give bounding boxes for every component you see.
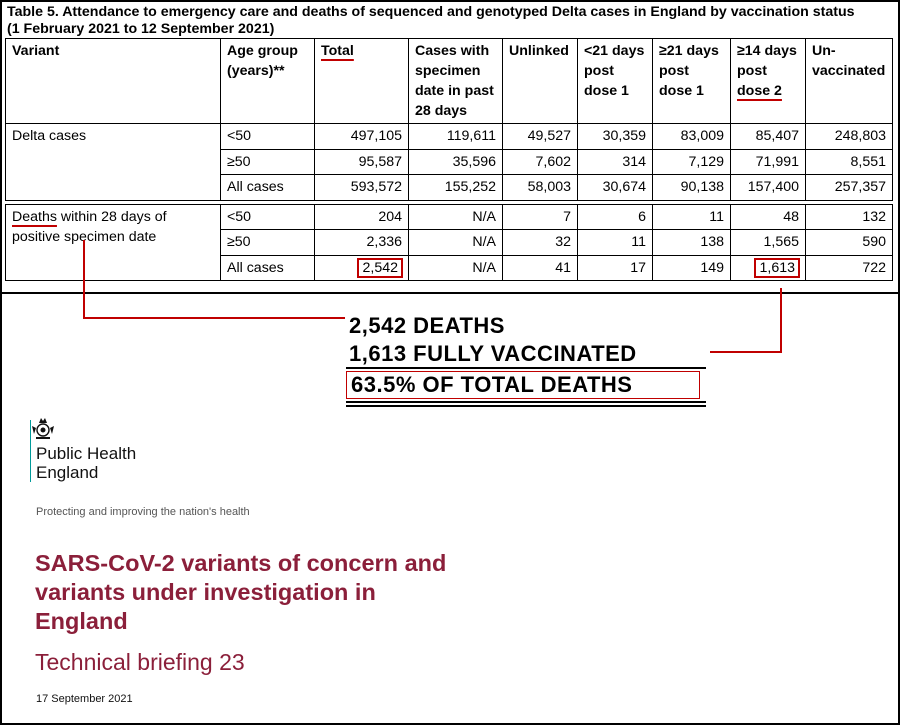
title-line1: SARS-CoV-2 variants of concern and <box>35 550 447 576</box>
header-age-group: Age group (years)** <box>221 39 315 124</box>
cell-ge21: 11 <box>653 204 731 230</box>
cell-unvax: 257,357 <box>806 175 893 201</box>
header-cases-with-specimen: Cases with specimen date in past 28 days <box>409 39 503 124</box>
table-row <box>6 124 893 150</box>
cell-specimen: N/A <box>409 204 503 230</box>
cell-age: <50 <box>221 204 315 230</box>
cell-total: 497,105 <box>315 124 409 150</box>
callout-fully-vaccinated: 1,613 FULLY VACCINATED <box>349 341 637 366</box>
header-total <box>315 39 409 124</box>
document-subtitle: Technical briefing 23 <box>35 649 245 675</box>
cell-unvax: 248,803 <box>806 124 893 150</box>
cell-age: ≥50 <box>221 149 315 175</box>
cell-unlinked: 7 <box>503 204 578 230</box>
cell-unvax: 722 <box>806 255 893 281</box>
cell-ge14: 71,991 <box>731 149 806 175</box>
cell-total: 593,572 <box>315 175 409 201</box>
double-rule-bottom <box>346 405 706 407</box>
publication-date: 17 September 2021 <box>36 693 133 705</box>
cell-total: 2,336 <box>315 230 409 256</box>
cell-age: <50 <box>221 124 315 150</box>
cell-unlinked: 58,003 <box>503 175 578 201</box>
cell-ge14: 1,565 <box>731 230 806 256</box>
header-ge14-post-dose2 <box>731 39 806 124</box>
cell-ge21: 149 <box>653 255 731 281</box>
cell-specimen: 119,611 <box>409 124 503 150</box>
cell-lt21: 11 <box>578 230 653 256</box>
org-line1: Public Health <box>36 444 137 463</box>
cell-specimen: N/A <box>409 230 503 256</box>
cell-ge21: 7,129 <box>653 149 731 175</box>
cell-total: 95,587 <box>315 149 409 175</box>
cell-unvax: 590 <box>806 230 893 256</box>
header-lt21-post-dose1: <21 days post dose 1 <box>578 39 653 124</box>
table-title <box>7 4 855 38</box>
header-row <box>6 39 893 124</box>
table-title-line1: Table 5. Attendance to emergency care and deaths of sequenced and genotyped Delta cases in England by vaccination status <box>7 4 855 20</box>
cell-unlinked: 7,602 <box>503 149 578 175</box>
cell-unvax: 8,551 <box>806 149 893 175</box>
deaths-label <box>6 204 221 281</box>
cell-specimen: 155,252 <box>409 175 503 201</box>
table-title-line2: (1 February 2021 to 12 September 2021) <box>7 21 275 37</box>
cell-lt21: 314 <box>578 149 653 175</box>
cell-ge14: 85,407 <box>731 124 806 150</box>
cell-unlinked: 41 <box>503 255 578 281</box>
title-line2: variants under investigation in <box>35 579 376 605</box>
double-rule-top <box>346 401 706 403</box>
cell-ge21: 83,009 <box>653 124 731 150</box>
cell-total: 204 <box>315 204 409 230</box>
organisation-name <box>36 444 136 482</box>
callout-deaths: 2,542 DEATHS <box>349 313 505 338</box>
royal-crest-icon <box>30 414 70 442</box>
cell-lt21: 30,359 <box>578 124 653 150</box>
header-total-label: Total <box>321 43 354 59</box>
title-line3: England <box>35 608 128 634</box>
table-row <box>6 204 893 230</box>
cell-total-deaths-highlight <box>315 255 409 281</box>
cell-unlinked: 49,527 <box>503 124 578 150</box>
deaths-label-highlight: Deaths <box>12 208 57 225</box>
document-title <box>35 549 446 636</box>
cell-specimen: 35,596 <box>409 149 503 175</box>
cell-age: All cases <box>221 255 315 281</box>
cell-lt21: 6 <box>578 204 653 230</box>
cell-ge14: 48 <box>731 204 806 230</box>
cell-ge14-deaths-highlight <box>731 255 806 281</box>
cell-unlinked: 32 <box>503 230 578 256</box>
cell-specimen: N/A <box>409 255 503 281</box>
attendance-deaths-table <box>5 38 893 281</box>
cell-ge14: 157,400 <box>731 175 806 201</box>
header-unlinked: Unlinked <box>503 39 578 124</box>
callout-percentage: 63.5% OF TOTAL DEATHS <box>351 372 633 397</box>
total-deaths-box: 2,542 <box>358 259 402 277</box>
header-ge14-dose2: dose 2 <box>737 83 782 99</box>
cell-age: ≥50 <box>221 230 315 256</box>
header-ge21-post-dose1: ≥21 days post dose 1 <box>653 39 731 124</box>
org-line2: England <box>36 463 99 482</box>
cell-ge21: 138 <box>653 230 731 256</box>
cell-ge21: 90,138 <box>653 175 731 201</box>
cell-age: All cases <box>221 175 315 201</box>
tagline: Protecting and improving the nation's health <box>36 506 250 518</box>
delta-cases-label: Delta cases <box>6 124 221 201</box>
cell-lt21: 17 <box>578 255 653 281</box>
cell-unvax: 132 <box>806 204 893 230</box>
cell-lt21: 30,674 <box>578 175 653 201</box>
underline-rule <box>346 367 706 369</box>
header-unvaccinated: Un-vaccinated <box>806 39 893 124</box>
header-variant: Variant <box>6 39 221 124</box>
vaccinated-deaths-box: 1,613 <box>755 259 799 277</box>
header-ge14-prefix: ≥14 days post <box>737 43 797 79</box>
deaths-label-rest: within 28 days of positive specimen date <box>12 208 167 245</box>
